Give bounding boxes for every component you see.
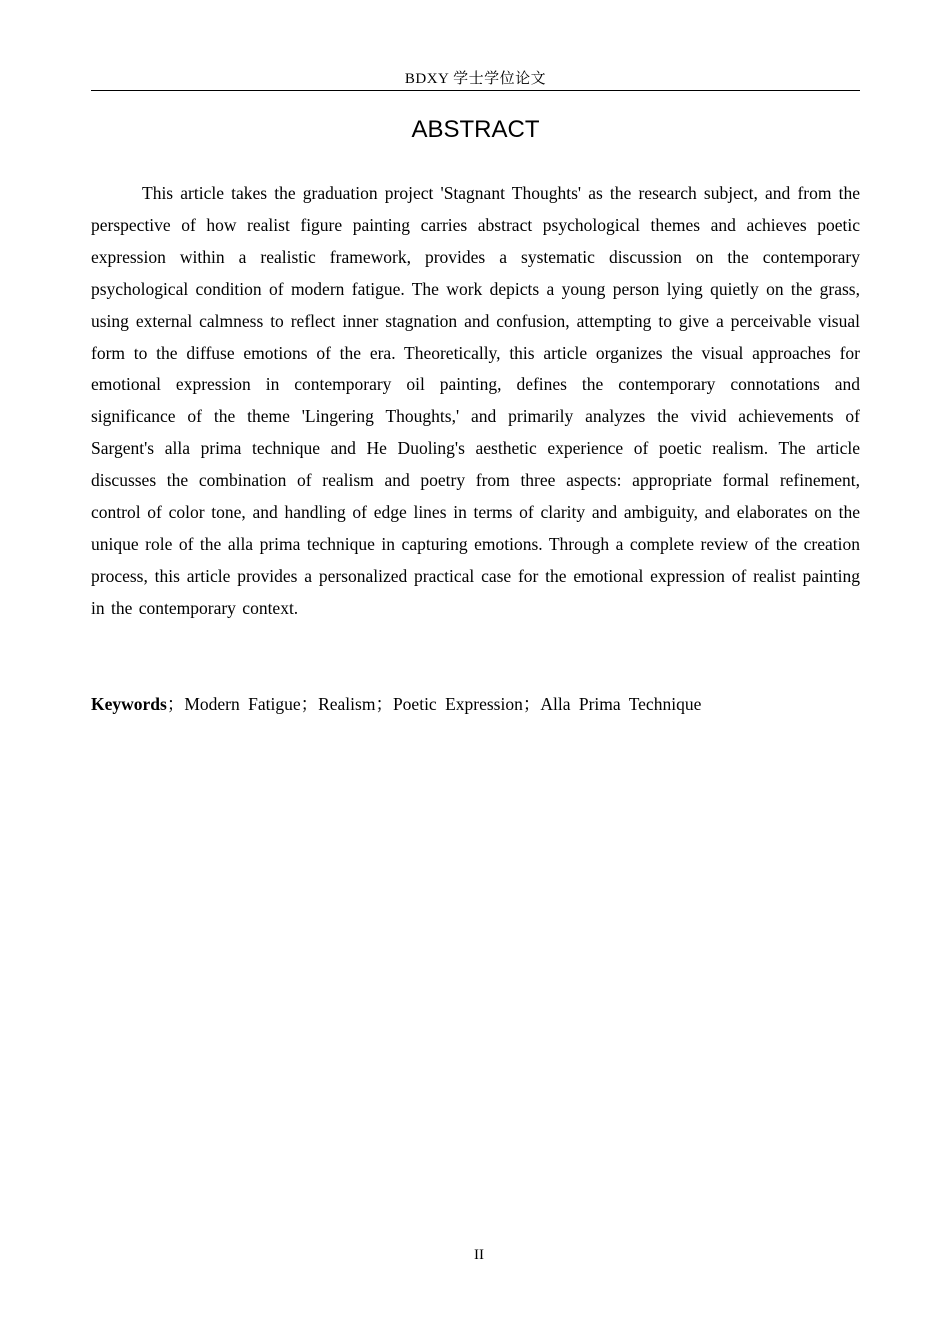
- header-rule: [91, 90, 860, 91]
- running-header: BDXY 学士学位论文: [404, 71, 547, 87]
- keywords-list: ；Modern Fatigue；Realism；Poetic Expression；Alla Prima Technique: [166, 694, 702, 714]
- page-number: II: [474, 1247, 484, 1263]
- keywords-label: Keywords: [91, 694, 167, 714]
- keywords-line: [91, 689, 860, 721]
- abstract-title: ABSTRACT: [411, 116, 540, 143]
- abstract-body: This article takes the graduation project 'Stagnant Thoughts' as the research subject, and from the perspective of how realist figure painting carries abstract psychological themes and achieves poetic expression within a realistic framework, provides a systematic discussion on the contemporary psychological condition of modern fatigue. The work depicts a young person lying quietly on the grass, using external calmness to reflect inner stagnation and confusion, attempting to give a perceivable visual form to the diffuse emotions of the era. Theoretically, this article organizes the visual approaches for emotional expression in contemporary oil painting, defines the contemporary connotations and significance of the theme 'Lingering Thoughts,' and primarily analyzes the vivid achievements of Sargent's alla prima technique and He Duoling's aesthetic experience of poetic realism. The article discusses the combination of realism and poetry from three aspects: appropriate formal refinement, control of color tone, and handling of edge lines in terms of clarity and ambiguity, and elaborates on the unique role of the alla prima technique in capturing emotions. Through a complete review of the creation process, this article provides a personalized practical case for the emotional expression of realist painting in the contemporary context.: [91, 183, 860, 618]
